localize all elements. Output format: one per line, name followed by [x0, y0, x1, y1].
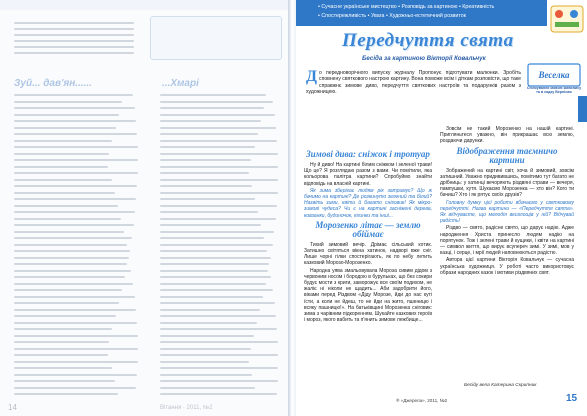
sticker-caption: Спілкування мовою живопису та в садку Вернісаж: [526, 86, 582, 95]
dropcap-letter: Д: [306, 68, 318, 85]
page-footer: ® «Джерела», 2011, №2: [396, 398, 448, 403]
intro-text: о передноворічного випуску журналу Пропонує підготувати малюнки. Зробіть сповнену святкового настрою картину. Вона поможе всім і діткам розповісти, що таке справжнє зимове диво, передчуття святкових настроїв та подарунків разом з художницею.: [306, 70, 522, 96]
article-subtitle: Бесіда за картиною Вікторії Ковальчук: [362, 55, 486, 62]
section-3-paragraph: Автора цієї картини Вікторія Ковальчук — сучасна українська художниця. У роботі часто використовує образи народних казок і мотиви різдвяних свят.: [440, 257, 574, 276]
section-3-paragraph: Різдво — свято, радісне свято, що дарує надію. Адже народження Христа принесло людям надію на порятунок. Тож і зелені трави й кущики, і квіти на картині — символ життя, що вирує всупереч зимі. У зимі, мов у казці, і серце, і мрії людей наповнюються радістю.: [440, 225, 574, 257]
edge-accent-block: [578, 96, 587, 122]
section-1-paragraph: Ну й диво! На картині білим сніжком і зеленої трави! Що це? Я розглядаю разом з вами. Чи помітили, яка кольорова палітра картини? Спробуймо знайти відповідь на власній картині.: [304, 162, 432, 187]
section-2-paragraph: Тихий зимовий вечір. Дрімає сільський котик. Затишно світяться вікна хатинок, надворі вже сніг. Лише чорні гілки спостерігають, як по небу летить казковий Морозо-Морозенко.: [304, 241, 432, 267]
left-column: [304, 148, 432, 324]
article-intro: [306, 70, 521, 96]
rubrics-bar: [292, 0, 547, 26]
section-3-paragraph: Головну думку цієї роботи вбачаємо у святковому передчутті. Назва картини — «Передчуття свята». Як відчуваєте, що мелодія веселощів у ній? Відчувай радість!: [440, 199, 574, 225]
left-page: [0, 0, 292, 416]
left-page-fade-overlay: [0, 0, 292, 416]
right-column-intro: Зовсім не такий Морозенко на нашій картині. Пригляньтеся уважно, він прикрашає всю землю, роздаючи дарунки.: [440, 126, 574, 145]
article-credit: Бесіду вела Катерина Скрипник: [464, 383, 537, 388]
right-page: [292, 0, 587, 416]
section-3-heading: Відображення таємничо картини: [456, 145, 558, 165]
section-1-paragraph: Як зима зберігає людям рік затримує? Що ж бачимо на картині? Де розкинуто зелений та білий? Назвіть зими, квіти й багато сніговик! Як мікро-зимові чудеса? Чи є на картині засніжені дерева, ковзанки, будиночок, ялинки та інші...: [304, 187, 432, 219]
rubrics-line-1: • Сучасне українське мистецтво • Розповідь за картиною • Креативність: [318, 4, 495, 10]
section-2-paragraph: Народна уява змальовувала Мороза сивим дідом з червоним носом і бородою в бурульках, що без сокири будує мости з криги, заморожує все своїм подихом, не жаліє ні ніколи не щадить... Аби задобрити його, віками перед Різдвом «Діду Морозе, йди до нас куті їсти, а коли не йдеш, то не йди на жито, пшеницю і всяку пашницю!». На батьківщині Морозенка сніговик: зима з чарівним підкоренням. Шукайте казкових героїв і мороз, якого вабить та п'янить зимове лежбище...: [304, 267, 432, 324]
section-1-heading: Зимові дива: сніжок і тротуар: [306, 149, 430, 159]
magazine-logo-icon: [550, 2, 584, 36]
article-title: Передчуття свята: [342, 30, 514, 51]
right-column: [440, 126, 574, 277]
book-spine: [288, 0, 296, 416]
rubrics-line-2: • Спостережливість • Увага • Художньо-естетичний розвиток: [318, 13, 466, 19]
section-3-paragraph: Зображений на картині світ, хоча й зимовий, зовсім затишний. Уважно придивившись, помітимо тут багато не дрібниць: у хатинці вечоряють різдвяні страви — вечеря, пампушки, кутя. Шукаємо Морозенка — хто він? Кого ти бачиш? Хто і як рятує своїх друзів?: [440, 167, 574, 199]
page-number: 15: [566, 393, 578, 404]
section-2-heading: Морозенко літає — землю обіймає: [315, 219, 421, 239]
svg-text:Веселка: Веселка: [538, 70, 570, 80]
